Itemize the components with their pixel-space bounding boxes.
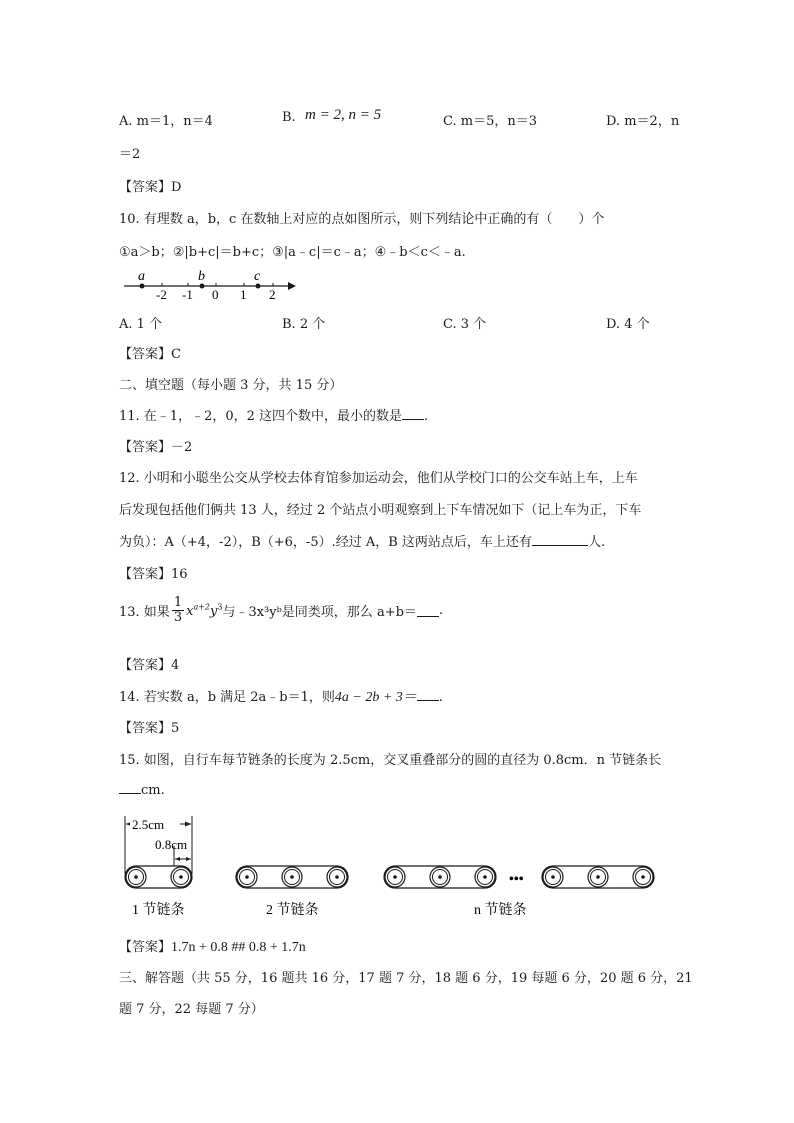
q11-answer (119, 436, 192, 455)
answer-tag: 【答案】 (119, 658, 172, 673)
q14-blank (417, 688, 439, 701)
section-2-heading: 二、填空题（每小题 3 分，共 15 分） (119, 378, 343, 393)
q13-exp-x: a+2 (193, 602, 210, 612)
q10-option-d: D. 4 个 (606, 317, 650, 332)
q13-exp-y: 3 (217, 602, 223, 612)
q12-answer (119, 563, 188, 582)
q10-option-c: C. 3 个 (443, 317, 487, 332)
q14-stem (119, 686, 443, 706)
number-line-arrow (288, 282, 296, 290)
q13-frac-den: 3 (173, 610, 183, 625)
answer-value: 16 (171, 567, 188, 582)
q12-blank (532, 533, 588, 546)
answer-tag: 【答案】 (119, 180, 172, 195)
q11-blank (402, 407, 424, 420)
q10-option-a: A. 1 个 (119, 317, 163, 332)
answer-value: 5 (171, 721, 180, 736)
q10-stem: 10. 有理数 a，b，c 在数轴上对应的点如图所示，则下列结论中正确的有（ ）个 (119, 212, 605, 227)
chain-1-link (125, 816, 192, 918)
q15-line-1: 15. 如图，自行车每节链条的长度为 2.5cm，交叉重叠部分的圆的直径为 0.8cm．n 节链条长 (119, 753, 662, 768)
q13-blank (417, 604, 439, 617)
label-c: c (254, 269, 261, 284)
q14-answer (119, 717, 179, 736)
q10-answer (119, 343, 181, 362)
chain-ellipsis: ••• (509, 872, 524, 887)
caption-1-link: 1 节链条 (132, 903, 185, 918)
answer-tag: 【答案】 (119, 440, 172, 455)
q11-text: 11. 在﹣1，﹣2，0，2 这四个数中，最小的数是 (119, 409, 403, 424)
q11-stem (119, 405, 428, 424)
q10-number-line (118, 266, 298, 302)
tick-label-minus-1: -1 (182, 287, 193, 302)
q11-end: . (424, 409, 429, 424)
q12-text: 为负）：A（+4，-2），B（+6，-5）.经过 A，B 这两站点后，车上还有 (119, 535, 532, 550)
tick-label-minus-2: -2 (156, 287, 167, 302)
q15-end: cm. (141, 783, 165, 798)
q12-end: 人. (587, 535, 606, 550)
q13-stem (119, 596, 443, 625)
q13-answer (119, 654, 179, 673)
q13-prefix: 13. 如果 (119, 605, 170, 620)
answer-value: D (171, 180, 182, 195)
q15-chain-figure (118, 812, 663, 922)
answer-tag: 【答案】 (119, 940, 172, 955)
q9-option-c: C. m＝5，n＝3 (443, 114, 537, 129)
point-c (256, 284, 261, 289)
q13-fraction (172, 596, 184, 625)
q14-text: 14. 若实数 a，b 满足 2a﹣b＝1，则 (119, 690, 335, 705)
q13-var-x: x (186, 603, 194, 619)
q9-option-b-label: B. (282, 110, 296, 125)
q15-line-2 (119, 781, 165, 798)
tick-label-2: 2 (269, 287, 276, 302)
answer-value: 1.7n + 0.8 ## 0.8 + 1.7n (171, 940, 306, 955)
tick-label-0: 0 (212, 287, 219, 302)
q13-var-y: y (210, 603, 218, 619)
q10-option-b: B. 2 个 (282, 317, 326, 332)
q9-option-d-wrap: ＝2 (119, 147, 141, 162)
section-3-line-2: 题 7 分，22 每题 7 分） (119, 1002, 264, 1017)
q13-frac-num: 1 (173, 595, 183, 610)
dim-overlap-label: 0.8cm (155, 837, 188, 852)
q14-expression: 4a − 2b + 3＝ (334, 690, 417, 705)
caption-2-link: 2 节链条 (266, 903, 319, 918)
q12-line-2: 后发现包括他们俩共 13 人，经过 2 个站点小明观察到上下车情况如下（记上车为正，下车 (119, 503, 642, 518)
answer-tag: 【答案】 (119, 347, 172, 362)
answer-value: 4 (171, 658, 180, 673)
answer-value: －2 (171, 440, 193, 455)
q9-option-b-formula: m = 2, n = 5 (305, 107, 382, 123)
q15-blank (119, 781, 141, 794)
q9-option-d: D. m＝2，n (606, 114, 680, 129)
point-b (200, 284, 205, 289)
dim-total-label: 2.5cm (132, 817, 165, 832)
answer-value: C (171, 347, 181, 362)
q15-answer (119, 936, 306, 956)
label-b: b (198, 269, 205, 284)
q13-end: . (438, 603, 444, 618)
q13-middle: 与﹣3x³yᵇ是同类项，那么 a+b＝ (222, 605, 417, 620)
q12-line-3 (119, 531, 605, 550)
tick-label-1: 1 (240, 287, 247, 302)
answer-tag: 【答案】 (119, 567, 172, 582)
q10-conditions: ①a＞b；②|b+c|＝b+c；③|a﹣c|＝c﹣a；④﹣b＜c＜﹣a. (119, 245, 466, 260)
q14-end: . (438, 690, 443, 705)
label-a: a (138, 269, 145, 284)
caption-n-link: n 节链条 (474, 903, 527, 918)
answer-tag: 【答案】 (119, 721, 172, 736)
point-a (140, 284, 145, 289)
section-3-line-1: 三、解答题（共 55 分，16 题共 16 分，17 题 7 分，18 题 6 分，19 每题 6 分，20 题 6 分，21 (119, 971, 693, 986)
chain-n-link (384, 866, 654, 918)
chain-2-link (236, 866, 348, 918)
q12-line-1: 12. 小明和小聪坐公交从学校去体育馆参加运动会，他们从学校门口的公交车站上车，上车 (119, 471, 638, 486)
q9-option-a: A. m＝1，n＝4 (119, 114, 213, 129)
q9-answer (119, 176, 181, 195)
